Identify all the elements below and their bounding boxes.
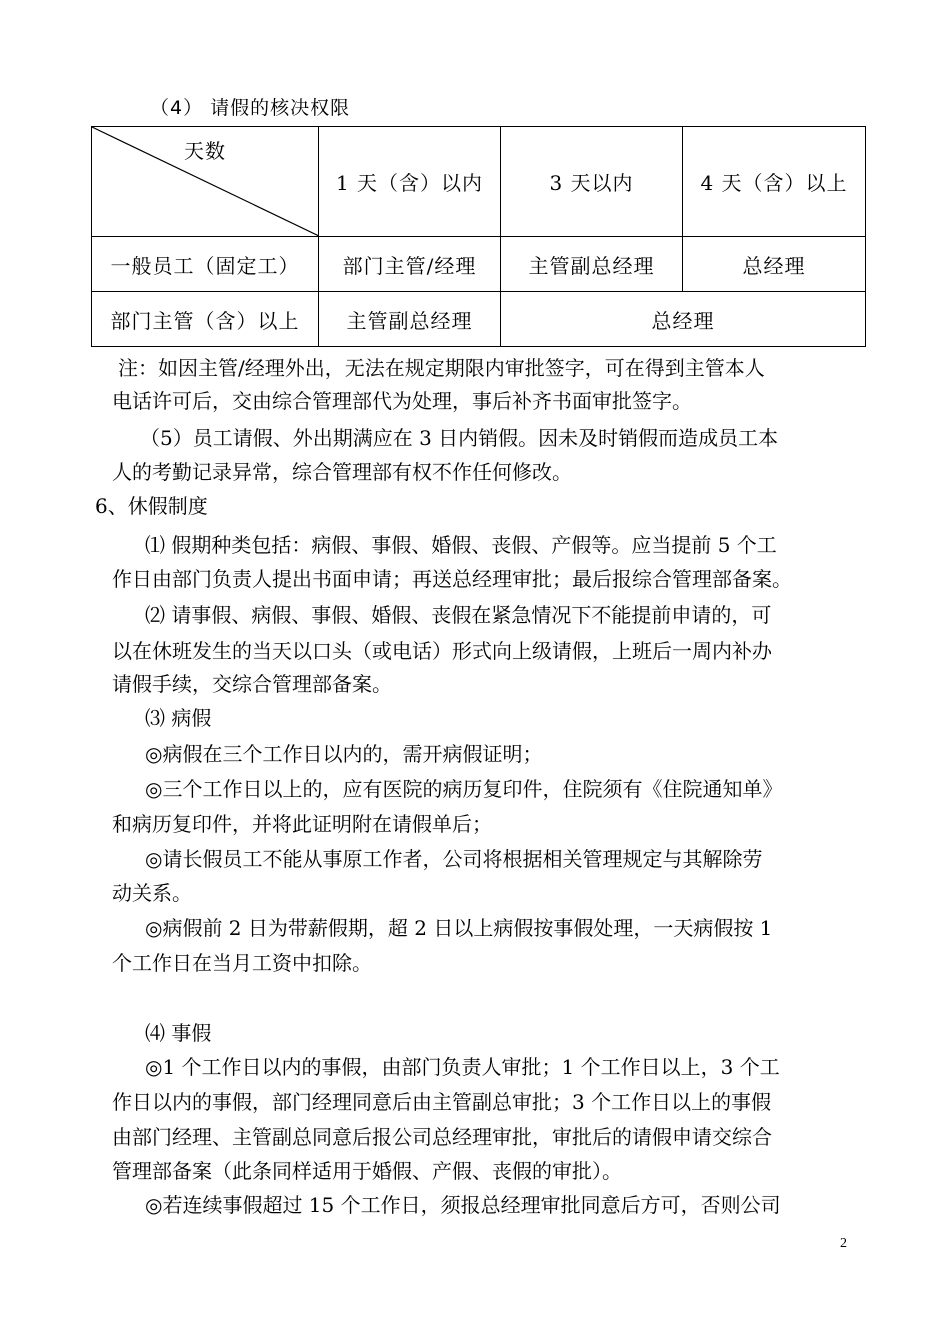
table-cell: 主管副总经理 — [501, 237, 683, 292]
table-cell: 总经理 — [683, 237, 866, 292]
table-row — [92, 237, 866, 292]
paragraph-line: 作日由部门负责人提出书面申请；再送总经理审批；最后报综合管理部备案。 — [112, 567, 792, 591]
paragraph-line: 请假手续，交综合管理部备案。 — [112, 672, 392, 696]
corner-label-days: 天数 — [184, 139, 226, 163]
paragraph-line: 人的考勤记录异常，综合管理部有权不作任何修改。 — [112, 460, 572, 484]
table-cell-merged: 总经理 — [501, 292, 866, 347]
table-cell: 部门主管/经理 — [319, 237, 501, 292]
paragraph-line: 管理部备案（此条同样适用于婚假、产假、丧假的审批）。 — [112, 1159, 622, 1183]
paragraph-line: （5）员工请假、外出期满应在 3 日内销假。因未及时销假而造成员工本 — [140, 426, 779, 450]
column-header: 1 天（含）以内 — [319, 127, 501, 237]
table-row — [92, 292, 866, 347]
paragraph-line: 由部门经理、主管副总同意后报公司总经理审批，审批后的请假申请交综合 — [112, 1125, 772, 1149]
approval-authority-table — [91, 126, 866, 347]
note-line: 电话许可后，交由综合管理部代为处理，事后补齐书面审批签字。 — [112, 389, 692, 413]
paragraph-line: 个工作日在当月工资中扣除。 — [112, 951, 372, 975]
row-label: 一般员工（固定工） — [92, 237, 319, 292]
table-header-row — [92, 127, 866, 237]
paragraph-line: ◎三个工作日以上的，应有医院的病历复印件，住院须有《住院通知单》 — [145, 777, 783, 801]
paragraph-line: ◎1 个工作日以内的事假，由部门负责人审批；1 个工作日以上，3 个工 — [145, 1055, 780, 1079]
section-heading-leave-system: 6、休假制度 — [95, 494, 208, 518]
paragraph-line: ⑵ 请事假、病假、事假、婚假、丧假在紧急情况下不能提前申请的，可 — [145, 603, 772, 627]
row-label: 部门主管（含）以上 — [92, 292, 319, 347]
subheading-sick-leave: ⑶ 病假 — [145, 706, 212, 730]
paragraph-line: ◎若连续事假超过 15 个工作日，须报总经理审批同意后方可，否则公司 — [145, 1193, 781, 1217]
section-heading-approval-authority: （4） 请假的核决权限 — [150, 97, 351, 119]
subheading-personal-leave: ⑷ 事假 — [145, 1021, 212, 1045]
table-cell: 主管副总经理 — [319, 292, 501, 347]
paragraph-line: 和病历复印件，并将此证明附在请假单后； — [112, 812, 492, 836]
paragraph-line: ⑴ 假期种类包括：病假、事假、婚假、丧假、产假等。应当提前 5 个工 — [145, 533, 777, 557]
paragraph-line: ◎请长假员工不能从事原工作者，公司将根据相关管理规定与其解除劳 — [145, 847, 763, 871]
paragraph-line: 动关系。 — [112, 881, 192, 905]
table-corner-cell — [92, 127, 319, 237]
note-line: 注：如因主管/经理外出，无法在规定期限内审批签字，可在得到主管本人 — [118, 356, 765, 380]
page-number: 2 — [840, 1236, 847, 1251]
column-header: 4 天（含）以上 — [683, 127, 866, 237]
paragraph-line: ◎病假在三个工作日以内的，需开病假证明； — [145, 742, 543, 766]
paragraph-line: ◎病假前 2 日为带薪假期，超 2 日以上病假按事假处理，一天病假按 1 — [145, 916, 773, 940]
paragraph-line: 作日以内的事假，部门经理同意后由主管副总审批；3 个工作日以上的事假 — [112, 1090, 772, 1114]
paragraph-line: 以在休班发生的当天以口头（或电话）形式向上级请假，上班后一周内补办 — [112, 639, 772, 663]
column-header: 3 天以内 — [501, 127, 683, 237]
